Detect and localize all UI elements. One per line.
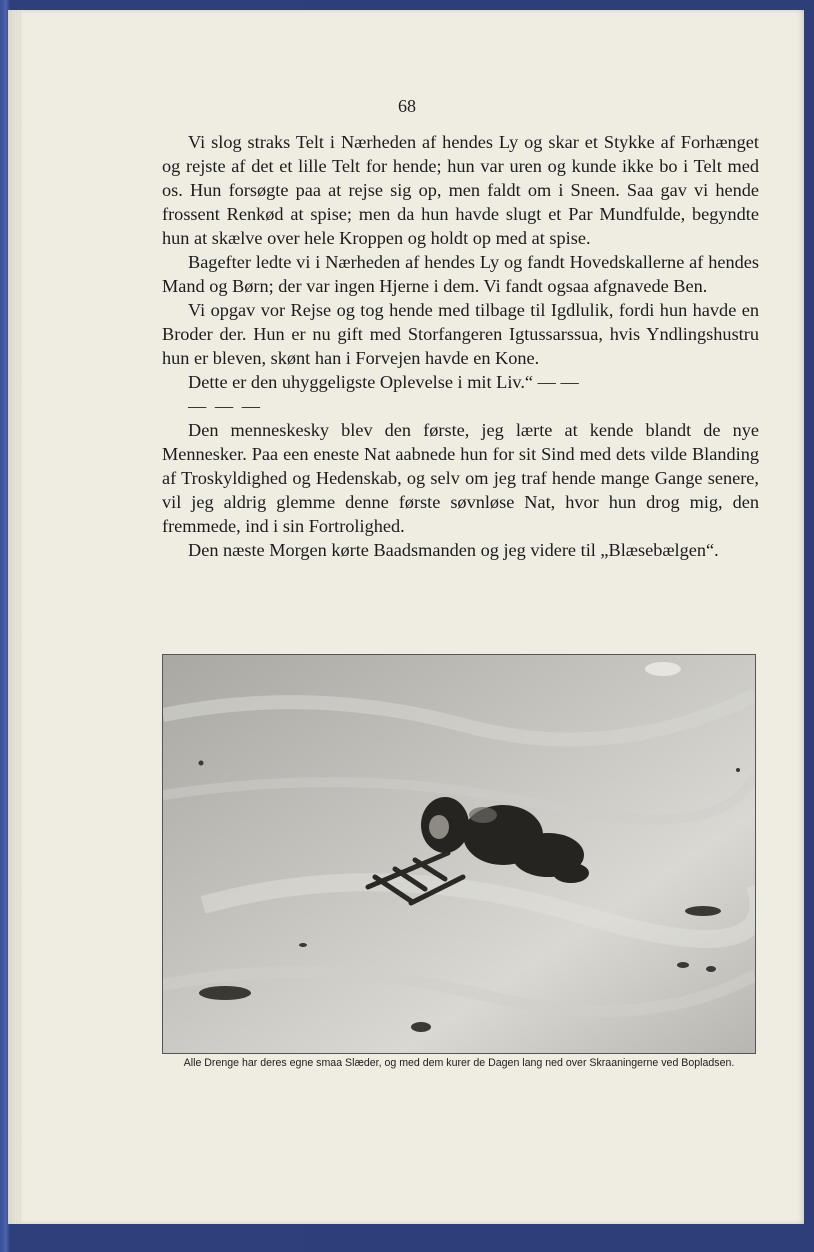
paragraph: Bagefter ledte vi i Nærheden af hendes Ly og fandt Hovedskallerne af hendes Mand og Børn; der var ingen Hjerne i dem. Vi fandt ogsaa afgnavede Ben. xyxy=(162,252,759,296)
photo-boy-on-sled xyxy=(162,654,756,1054)
paragraph: Den menneskesky blev den første, jeg lærte at kende blandt de nye Mennesker. Paa een eneste Nat aabnede hun for sit Sind med dets vilde Blanding af Troskyldighed og Hedenskab, og selv om jeg traf hende mange Gange senere, vil jeg aldrig glemme denne første søvnløse Nat, hvor hun drog mig, den fremmede, ind i sin Fortrolighed. xyxy=(162,420,759,536)
page-number: 68 xyxy=(398,96,416,116)
paragraph: Dette er den uhyggeligste Oplevelse i mit Liv.“ — — xyxy=(188,372,579,392)
photo-illustration xyxy=(163,655,755,1053)
page-edge-stack xyxy=(8,10,22,1224)
photo-caption: Alle Drenge har deres egne smaa Slæder, og med dem kurer de Dagen lang ned over Skraaningerne ved Bopladsen. xyxy=(183,1057,735,1069)
paragraph: Vi opgav vor Rejse og tog hende med tilbage til Igdlulik, fordi hun havde en Broder der. Hun er nu gift med Storfangeren Igtussarssua, hvis Yndlingshustru hun er bleven, skønt han i Forvejen havde en Kone. xyxy=(162,300,759,368)
section-break: — — — xyxy=(188,396,262,416)
paragraph: Den næste Morgen kørte Baadsmanden og jeg videre til „Blæsebælgen“. xyxy=(188,540,719,560)
body-text xyxy=(162,130,759,562)
paragraph: Vi slog straks Telt i Nærheden af hendes Ly og skar et Stykke af Forhænget og rejste af det et lille Telt for hende; hun var uren og kunde ikke bo i Telt med os. Hun forsøgte paa at rejse sig op, men faldt om i Sneen. Saa gav vi hende frossent Renkød at spise; men da hun havde slugt et Par Mundfulde, begyndte hun at skælve over hele Kroppen og holdt op med at spise. xyxy=(162,132,759,248)
